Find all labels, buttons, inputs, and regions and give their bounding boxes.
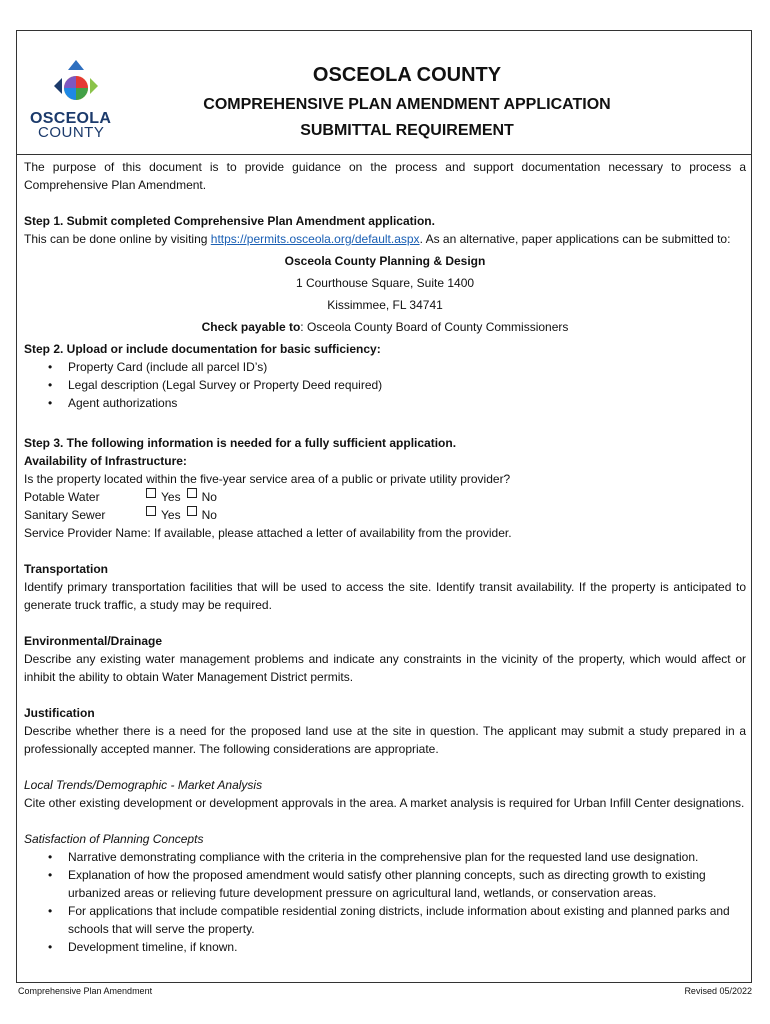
document-title: COMPREHENSIVE PLAN AMENDMENT APPLICATION: [203, 96, 611, 113]
step1-text-before: This can be done online by visiting: [24, 232, 211, 246]
sanitary-sewer-yes-checkbox[interactable]: [146, 506, 156, 516]
justification-text: Describe whether there is a need for the proposed land use at the site in question. The applicant may submit a study prepared in a professionally accepted manner. The following considerations are appropriate.: [24, 724, 746, 756]
list-item: • Property Card (include all parcel ID’s): [68, 358, 746, 376]
planning-concepts-heading: Satisfaction of Planning Concepts: [24, 832, 204, 846]
potable-water-no-checkbox[interactable]: [187, 488, 197, 498]
infrastructure-heading: Availability of Infrastructure:: [24, 454, 187, 468]
intro-paragraph: The purpose of this document is to provide guidance on the process and support documentation necessary to process a Comprehensive Plan Amendment.: [24, 160, 746, 192]
address-line-1: 1 Courthouse Square, Suite 1400: [295, 276, 475, 290]
potable-water-yes-checkbox[interactable]: [146, 488, 156, 498]
footer-revision-date: Revised 05/2022: [684, 986, 752, 996]
document-subtitle: SUBMITTAL REQUIREMENT: [300, 122, 514, 139]
market-analysis-text: Cite other existing development or development approvals in the area. A market analysis is required for Urban Infill Center designations.: [24, 796, 745, 810]
sanitary-sewer-label: Sanitary Sewer: [24, 508, 106, 522]
environmental-heading: Environmental/Drainage: [24, 634, 163, 648]
address-line-2: Kissimmee, FL 34741: [327, 298, 443, 312]
footer-document-name: Comprehensive Plan Amendment: [18, 986, 153, 996]
county-title: OSCEOLA COUNTY: [312, 64, 502, 86]
potable-water-label: Potable Water: [24, 490, 100, 504]
document-body: [24, 158, 746, 956]
service-provider-text: Service Provider Name: If available, please attached a letter of availability from the provider.: [24, 526, 512, 540]
check-payable-value: : Osceola County Board of County Commissioners: [300, 320, 569, 334]
planning-office-name: Osceola County Planning & Design: [284, 254, 486, 268]
step1-text-after: . As an alternative, paper applications can be submitted to:: [419, 232, 731, 246]
yes-label: Yes: [161, 508, 181, 522]
list-item: • Agent authorizations: [68, 394, 746, 412]
step1-text: [24, 230, 746, 248]
check-payable-label: Check payable to: [201, 320, 301, 334]
no-label: No: [201, 490, 217, 504]
infrastructure-question: Is the property located within the five-year service area of a public or private utility provider?: [24, 472, 511, 486]
list-item: • Development timeline, if known.: [68, 938, 746, 956]
logo-text-county: COUNTY: [38, 124, 105, 141]
logo-text-osceola: OSCEOLA: [30, 110, 112, 127]
transportation-heading: Transportation: [24, 562, 109, 576]
potable-water-row: [24, 488, 746, 506]
step2-list: [24, 358, 746, 412]
sanitary-sewer-row: [24, 506, 746, 524]
step1-heading: Step 1. Submit completed Comprehensive Plan Amendment application.: [24, 214, 435, 228]
list-item: • Narrative demonstrating compliance with the criteria in the comprehensive plan for the requested land use designation.: [68, 848, 746, 866]
list-item: • Legal description (Legal Survey or Property Deed required): [68, 376, 746, 394]
list-item: • For applications that include compatible residential zoning districts, include information about existing and planned parks and schools that will serve the property.: [68, 902, 746, 938]
planning-concepts-list: [24, 848, 746, 956]
list-item: • Explanation of how the proposed amendment would satisfy other planning concepts, such as directing growth to existing urbanized areas or relieving future development pressure on agricultural land, wetlands, or conservation areas.: [68, 866, 746, 902]
header-divider: [16, 154, 752, 155]
no-label: No: [201, 508, 217, 522]
justification-heading: Justification: [24, 706, 95, 720]
step2-heading: Step 2. Upload or include documentation for basic sufficiency:: [24, 342, 381, 356]
market-analysis-heading: Local Trends/Demographic - Market Analysis: [24, 778, 263, 792]
transportation-text: Identify primary transportation facilities that will be used to access the site. Identify transit availability. If the property is anticipated to generate truck traffic, a study may be required.: [24, 580, 746, 612]
step3-heading: Step 3. The following information is needed for a fully sufficient application.: [24, 436, 457, 450]
sanitary-sewer-no-checkbox[interactable]: [187, 506, 197, 516]
permits-link[interactable]: https://permits.osceola.org/default.aspx: [210, 232, 420, 246]
yes-label: Yes: [161, 490, 181, 504]
environmental-text: Describe any existing water management problems and indicate any constraints in the vicinity of the property, which would affect or inhibit the ability to obtain Water Management District permits.: [24, 652, 746, 684]
check-payable: [24, 318, 746, 336]
